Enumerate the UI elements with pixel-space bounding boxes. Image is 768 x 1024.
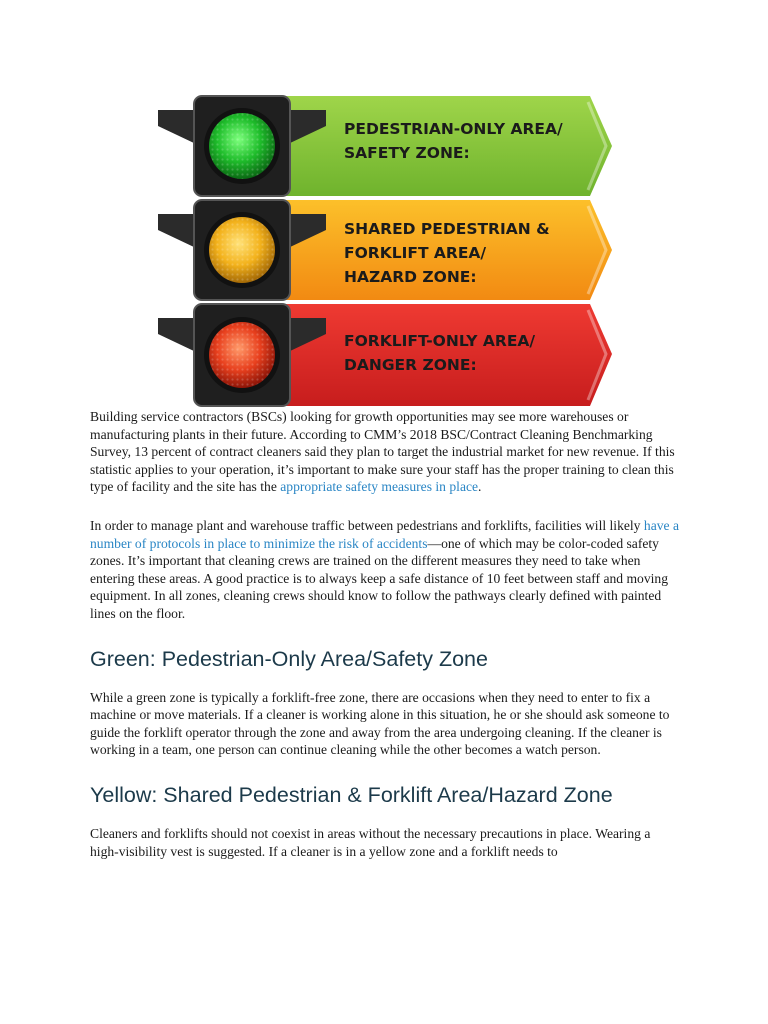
zone-green-line1: PEDESTRIAN-ONLY AREA/ <box>344 120 563 138</box>
zone-band-red <box>280 304 612 406</box>
zone-red-line2: DANGER ZONE: <box>344 356 477 374</box>
yellow-zone-paragraph: Cleaners and forklifts should not coexist in areas without the necessary precautions in place. Wearing a high-visibility vest is suggested. If a cleaner is in a yellow zone and a forklift needs to <box>90 825 651 859</box>
safety-measures-link[interactable]: appropriate safety measures in place <box>280 479 479 495</box>
safety-zones-graphic <box>150 92 620 410</box>
zone-green-line2: SAFETY ZONE: <box>344 144 470 162</box>
intro-text: Building service contractors (BSCs) looking for growth opportunities may see more warehouses or manufacturing plants in their future. According to CMM’s 2018 BSC/Contract Cleaning Benchmarking Survey, 13 percent of contract cleaners said they plan to target the industrial market for new revenue. If this statistic applies to your operation, it’s important to make sure your staff has the proper training to clean this type of facility and the site has the <box>90 409 675 495</box>
traffic-text-end: —one of which may be color-coded safety zones. It’s important that cleaning crews are trained on the different measures they need to take when entering these areas. A good practice is to always keep a safe distance of 10 feet between staff and moving equipment. In all zones, cleaning crews should know to follow the pathways clearly defined with painted lines on the floor. <box>90 535 669 621</box>
green-zone-paragraph: While a green zone is typically a forklift-free zone, there are occasions when they need to enter to fix a machine or move materials. If a cleaner is working alone in this situation, he or she should ask someone to guide the forklift operator through the zone and away from the area undergoing cleaning. If the cleaner is working in a team, one person can continue cleaning while the other becomes a watch person. <box>90 689 670 758</box>
green-zone-heading: Green: Pedestrian-Only Area/Safety Zone <box>90 646 488 671</box>
article-body <box>90 408 680 860</box>
traffic-text-start: In order to manage plant and warehouse traffic between pedestrians and forklifts, facilities will likely <box>90 517 644 533</box>
zone-band-yellow <box>280 200 612 300</box>
intro-paragraph <box>90 408 680 496</box>
zone-yellow-line1: SHARED PEDESTRIAN & <box>344 220 550 238</box>
zone-yellow-line3: HAZARD ZONE: <box>344 268 477 286</box>
traffic-paragraph <box>90 517 680 623</box>
zone-yellow-line2: FORKLIFT AREA/ <box>344 244 487 262</box>
intro-text-end: . <box>478 479 482 495</box>
zone-band-green <box>280 96 612 196</box>
protocols-link[interactable]: have a number of protocols in place to minimize the risk of accidents <box>90 517 679 551</box>
zone-red-line1: FORKLIFT-ONLY AREA/ <box>344 332 536 350</box>
yellow-zone-heading: Yellow: Shared Pedestrian & Forklift Area/Hazard Zone <box>90 782 613 807</box>
